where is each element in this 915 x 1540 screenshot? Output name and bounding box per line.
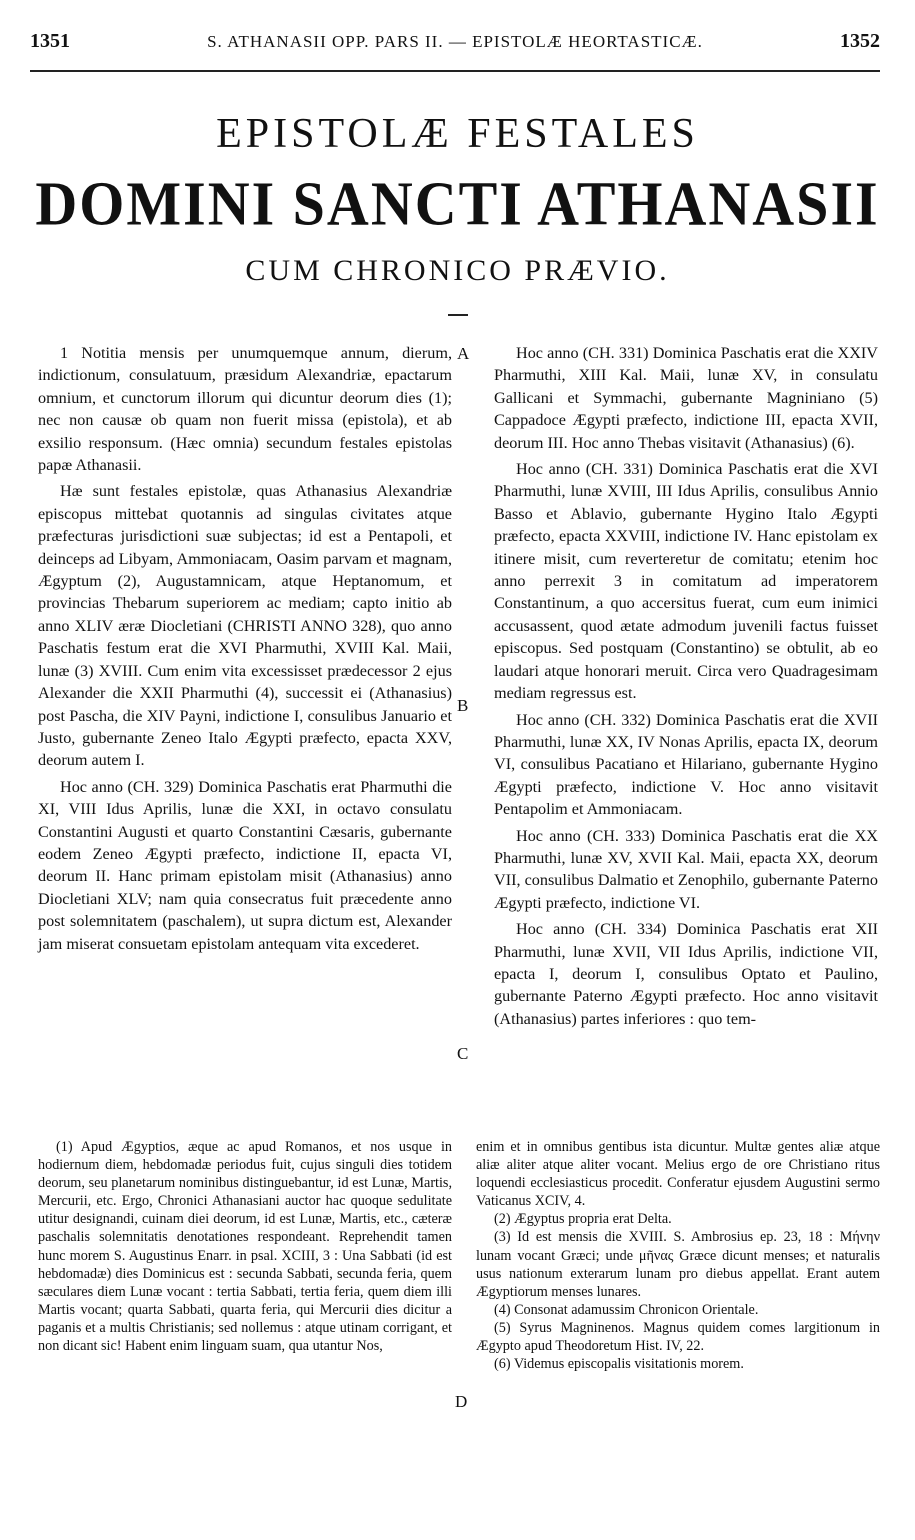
page-header xyxy=(30,30,880,64)
right-text-column xyxy=(494,342,878,1034)
right-paragraph: Hoc anno (CH. 334) Dominica Paschatis erat XII Pharmuthi, lunæ XVII, VII Idus Aprilis, indictione VII, epacta I, deorum I, consulibus Optato et Paulino, gubernante Paterno Ægypti præfecto. Hoc anno visitavit (Athanasius) partes inferiores : quo tem- xyxy=(494,920,878,1028)
left-paragraph: Hæ sunt festales epistolæ, quas Athanasius Alexandriæ episcopus mittebat quotannis ad singulas civitates atque præfecturas jurisdictioni suæ subjectas; id est a Pentapoli, et deinceps ad Libyam, Ammoniacam, Oasim parvam et magnam, Ægyptum (2), Augustamnicam, atque Heptanomum, et provincias Thebarum superiorem ac mediam; capto initio ab anno XLIV æræ Diocletiani (CHRISTI ANNO 328), quo anno Paschatis festum erat die XVI Pharmuthi, XVIII Kal. Maii, lunæ (3) XVIII. Cum enim vita excessisset prædecessor 2 ejus Alexander die XXII Pharmuthi (4), successit ei (Athanasius) post Pascha, die XIV Payni, indictione I, consulibus Januario et Justo, gubernante Zeneo Italo Ægypti præfecto, epacta XXV, deorum autem I. xyxy=(38,482,452,770)
footnote: (5) Syrus Magninenos. Magnus quidem comes largitionum in Ægypto apud Theodoretum Hist. IV, 22. xyxy=(476,1319,880,1355)
right-paragraph: Hoc anno (CH. 333) Dominica Paschatis erat die XX Pharmuthi, lunæ XV, XVII Kal. Maii, epacta XX, deorum VII, consulibus Dalmatio et Zenophilo, gubernante Paterno Ægypti præfecto, indictione VI. xyxy=(494,826,878,912)
footnote: (2) Ægyptus propria erat Delta. xyxy=(494,1211,672,1228)
title-line-1: EPISTOLÆ FESTALES xyxy=(216,111,699,157)
right-paragraph: Hoc anno (CH. 332) Dominica Paschatis erat die XVII Pharmuthi, lunæ XX, IV Nonas Aprilis, epacta IX, deorum VI, consulibus Pacatiano et Hilariano, gubernante Hygino Ægypti præfecto, indictione V. Hoc anno visitavit Pentapolim et Ammoniacam. xyxy=(494,710,878,819)
title-divider xyxy=(448,314,468,316)
margin-letter-c: C xyxy=(457,1044,469,1063)
right-paragraph: Hoc anno (CH. 331) Dominica Paschatis erat die XVI Pharmuthi, lunæ XVIII, III Idus Aprilis, consulibus Annio Basso et Ablavio, gubernante Hygino Italo Ægypti præfecto, epacta XXVIII, indictione IV. Hanc epistolam ex itinere misit, cum reverteretur de comitatu; etenim hoc anno perrexit 3 in comitatum ad imperatorem Constantinum, a quo accersitus fuerat, cum eum inimici accusassent, quod ætate admodum juvenili factus fuisset episcopus. Sed postquam (Constantino) se obtulit, ab eo laudari atque honorari meruit. Circa vero Quadragesimam mediam regressus est. xyxy=(494,460,878,703)
header-rule xyxy=(30,70,880,72)
margin-letter-b: B xyxy=(457,696,469,715)
footnote: (4) Consonat adamussim Chronicon Orientale. xyxy=(494,1301,759,1318)
title-line-3: CUM CHRONICO PRÆVIO. xyxy=(245,254,670,287)
page-number-right: 1352 xyxy=(840,30,880,52)
footnotes-right xyxy=(476,1138,880,1373)
left-text-column xyxy=(38,342,452,959)
footnote: enim et in omnibus gentibus ista dicuntur. Multæ gentes aliæ atque aliæ aliter atque aliter vocant. Melius ergo de ore Christiano ritus loquendi ecclesiasticus procedit. Conferatur ejusdem Augustini sermo Vaticanus XCIV, 4. xyxy=(476,1139,880,1210)
right-paragraph: Hoc anno (CH. 331) Dominica Paschatis erat die XXIV Pharmuthi, XIII Kal. Maii, lunæ XV, in consulatu Gallicani et Symmachi, gubernante Magniniano (5) Cappadoce Ægypti præfecto, indictione III, epacta XVII, deorum III. Hoc anno Thebas visitavit (Athanasius) (6). xyxy=(494,344,878,452)
footnote: (6) Videmus episcopalis visitationis morem. xyxy=(494,1356,744,1373)
footnotes-left xyxy=(38,1138,452,1355)
running-head: S. ATHANASII OPP. PARS II. — EPISTOLÆ HEORTASTICÆ. xyxy=(207,32,703,51)
margin-letter-d: D xyxy=(455,1392,468,1411)
left-paragraph: 1 Notitia mensis per unumquemque annum, dierum, indictionum, consulatuum, præsidum Alexandriæ, epactarum omnium, et cunctorum illorum qui dicuntur deorum dies (1); nec non causæ ob quam non fuerit missa (epistola), et ab exsilio responsum. (Hæc omnia) secundum festales epistolas papæ Athanasii. xyxy=(38,344,452,475)
page-number-left: 1351 xyxy=(30,30,70,52)
footnote: (3) Id est mensis die XVIII. S. Ambrosius ep. 23, 18 : Μήνην lunam vocant Græci; unde μῆνας Græce dicunt menses; et naturalis usus nationum exterarum lunam pro diebus appellat. Erant autem Ægyptiorum menses lunares. xyxy=(476,1229,880,1300)
margin-letter-a: A xyxy=(457,344,470,363)
title-line-2: DOMINI SANCTI ATHANASII xyxy=(35,168,880,239)
footnote: (1) Apud Ægyptios, æque ac apud Romanos, et nos usque in hodiernum diem, hebdomadæ periodus fuit, cujus singuli dies totidem deorum, seu planetarum nominibus distinguebantur, id est Lunæ, Martis, Mercurii, etc. Ergo, Chronici Athanasiani auctor hac quoque sedulitate utitur designandi, cuinam diei deorum, id est Lunæ, Martis, etc., cæteræ paschalis solemnitatis denotationes respondeant. Reprehendit tamen hunc morem S. Augustinus Enarr. in psal. XCIII, 3 : Una Sabbati (id est hebdomadæ) dies Dominicus est : secunda Sabbati, secunda feria, quem sæculares diem Lunæ vocant : tertia Sabbati, tertia feria, quem diem illi Martis vocant; quarta Sabbati, quarta feria, qui Mercurii dies dicitur a paganis et a multis Christianis; sed nollemus : atque utinam corrigant, et non dicant sic! Habent enim linguam suam, qua utantur Nos, xyxy=(38,1139,452,1355)
left-paragraph: Hoc anno (CH. 329) Dominica Paschatis erat Pharmuthi die XI, VIII Idus Aprilis, lunæ die XXI, in octavo consulatu Constantini Augusti et quarto Constantini Cæsaris, gubernante eodem Zeneo Ægypti præfecto, indictione II, epacta VI, deorum II. Hanc primam epistolam misit (Athanasius) anno Diocletiani XLV; nam quia consecratus fuit præcedente anno post solemnitatem (paschalem), ut supra dictum est, Alexander jam miserat consuetam epistolam antequam vita excederet. xyxy=(38,777,452,953)
